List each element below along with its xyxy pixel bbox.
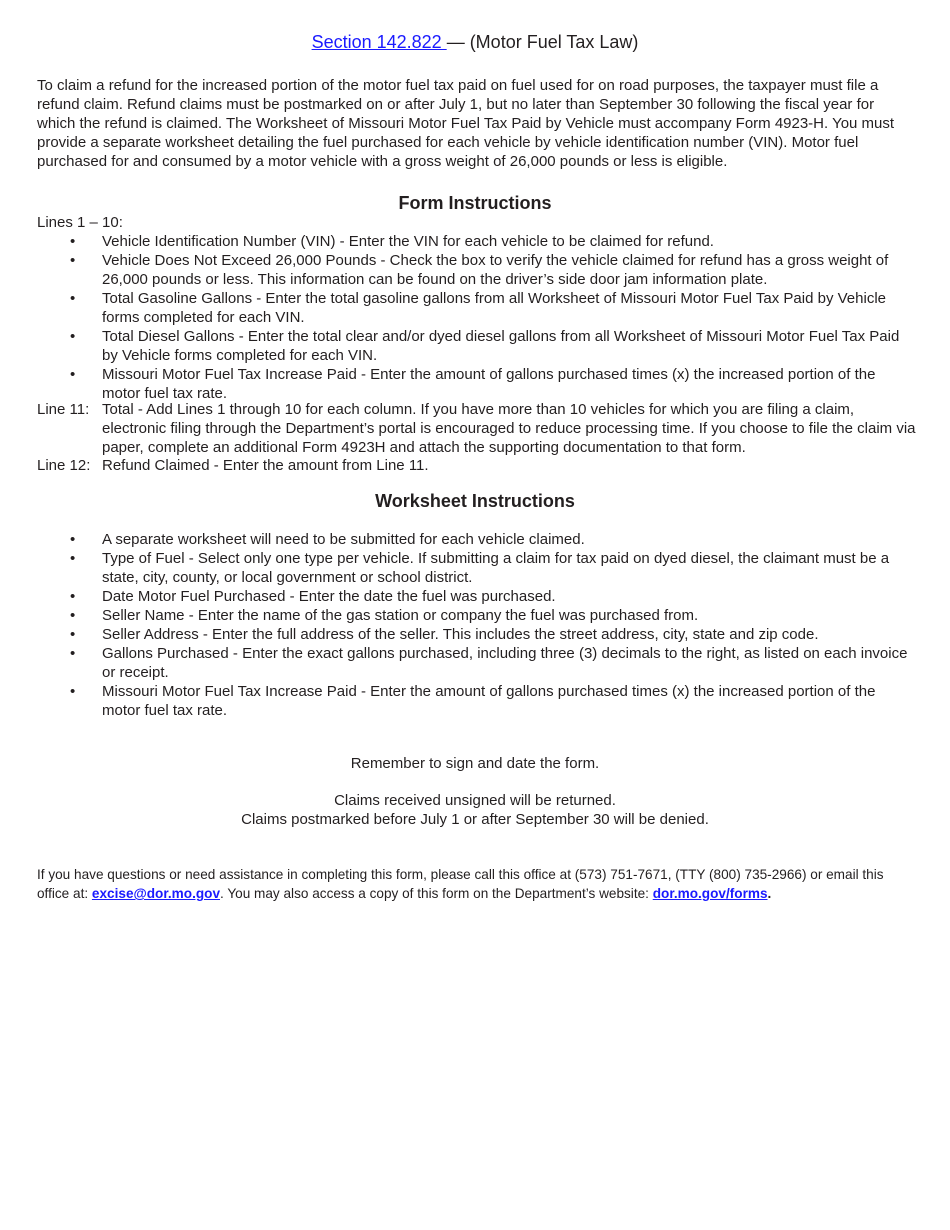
- postmark-notice: Claims postmarked before July 1 or after September 30 will be denied.: [241, 811, 709, 828]
- list-item: • Type of Fuel - Select only one type per vehicle. If submitting a claim for tax paid on dyed diesel, the claimant must be a state, city, county, or local government or school district.: [70, 550, 890, 586]
- line-11-label: Line 11:: [37, 401, 90, 418]
- bullet-icon: •: [70, 645, 76, 662]
- bullet-icon: •: [70, 607, 76, 624]
- list-item: • Missouri Motor Fuel Tax Increase Paid - Enter the amount of gallons purchased times (x) the increased portion of the motor fuel tax rate.: [70, 366, 876, 402]
- bullet-icon: •: [70, 550, 76, 567]
- line-12-text: Refund Claimed - Enter the amount from Line 11.: [102, 457, 429, 474]
- unsigned-notice: Claims received unsigned will be returned.: [334, 792, 616, 809]
- list-item: • Missouri Motor Fuel Tax Increase Paid - Enter the amount of gallons purchased times (x) the increased portion of the motor fuel tax rate.: [70, 683, 876, 719]
- bullet-icon: •: [70, 233, 76, 250]
- bullet-icon: •: [70, 683, 76, 700]
- list-item: • Vehicle Identification Number (VIN) - Enter the VIN for each vehicle to be claimed for refund.: [70, 233, 714, 250]
- lines-1-10-label: Lines 1 – 10:: [37, 214, 123, 231]
- bullet-icon: •: [70, 366, 76, 383]
- bullet-icon: •: [70, 290, 76, 307]
- line-11-text: Total - Add Lines 1 through 10 for each column. If you have more than 10 vehicles for which you are filing a claim, electronic filing through the Department’s portal is encouraged to reduce processing time. If you choose to file the claim via paper, complete an additional Form 4923H and attach the supporting documentation to that form.: [102, 401, 916, 456]
- worksheet-instructions-heading: Worksheet Instructions: [375, 491, 575, 511]
- list-item: • Seller Name - Enter the name of the gas station or company the fuel was purchased from.: [70, 607, 699, 624]
- section-title-suffix: — (Motor Fuel Tax Law): [446, 32, 639, 52]
- intro-paragraph: To claim a refund for the increased portion of the motor fuel tax paid on fuel used for on road purposes, the taxpayer must file a refund claim. Refund claims must be postmarked on or after July 1, but no later than September 30 following the fiscal year for which the refund is claimed. The Worksheet of Missouri Motor Fuel Tax Paid by Vehicle must accompany Form 4923-H. You must provide a separate worksheet detailing the fuel purchased for each vehicle by vehicle identification number (VIN). Motor fuel purchased for and consumed by a motor vehicle with a gross weight of 26,000 pounds or less is eligible.: [37, 77, 895, 170]
- line-12-instruction: [37, 456, 917, 475]
- list-item: • Seller Address - Enter the full address of the seller. This includes the street address, city, state and zip code.: [70, 626, 819, 643]
- contact-info: [37, 865, 917, 903]
- contact-text-middle: . You may also access a copy of this form on the Department’s website:: [220, 886, 653, 901]
- list-item: • Total Gasoline Gallons - Enter the total gasoline gallons from all Worksheet of Missouri Motor Fuel Tax Paid by Vehicle forms completed for each VIN.: [70, 290, 886, 326]
- section-142-822-link[interactable]: Section 142.822: [311, 32, 447, 52]
- email-link[interactable]: excise@dor.mo.gov: [91, 886, 221, 901]
- form-instructions-heading: Form Instructions: [398, 193, 552, 213]
- line-12-label: Line 12:: [37, 457, 91, 474]
- list-item: • Gallons Purchased - Enter the exact gallons purchased, including three (3) decimals to the right, as listed on each invoice or receipt.: [70, 645, 908, 681]
- bullet-icon: •: [70, 626, 76, 643]
- sign-reminder: Remember to sign and date the form.: [350, 755, 600, 772]
- contact-text-end: .: [767, 886, 772, 901]
- page-title: [0, 30, 950, 54]
- bullet-icon: •: [70, 531, 76, 548]
- bullet-icon: •: [70, 252, 76, 269]
- bullet-icon: •: [70, 328, 76, 345]
- form-instructions-list: [37, 232, 917, 403]
- list-item: • A separate worksheet will need to be submitted for each vehicle claimed.: [70, 531, 585, 548]
- line-11-instruction: [37, 400, 917, 457]
- worksheet-instructions-list: [37, 530, 917, 720]
- website-link[interactable]: dor.mo.gov/forms: [652, 886, 768, 901]
- contact-text-intro: If you have questions or need assistance in completing this form, please call this office at (573) 751-7671, (TTY (800) 735-2966) or email this office at:: [37, 867, 884, 901]
- bullet-icon: •: [70, 588, 76, 605]
- list-item: • Total Diesel Gallons - Enter the total clear and/or dyed diesel gallons from all Worksheet of Missouri Motor Fuel Tax Paid by Vehicle forms completed for each VIN.: [70, 328, 900, 364]
- list-item: • Vehicle Does Not Exceed 26,000 Pounds - Check the box to verify the vehicle claimed for refund has a gross weight of 26,000 pounds or less. This information can be found on the driver’s side door jam information plate.: [70, 252, 889, 288]
- list-item: • Date Motor Fuel Purchased - Enter the date the fuel was purchased.: [70, 588, 556, 605]
